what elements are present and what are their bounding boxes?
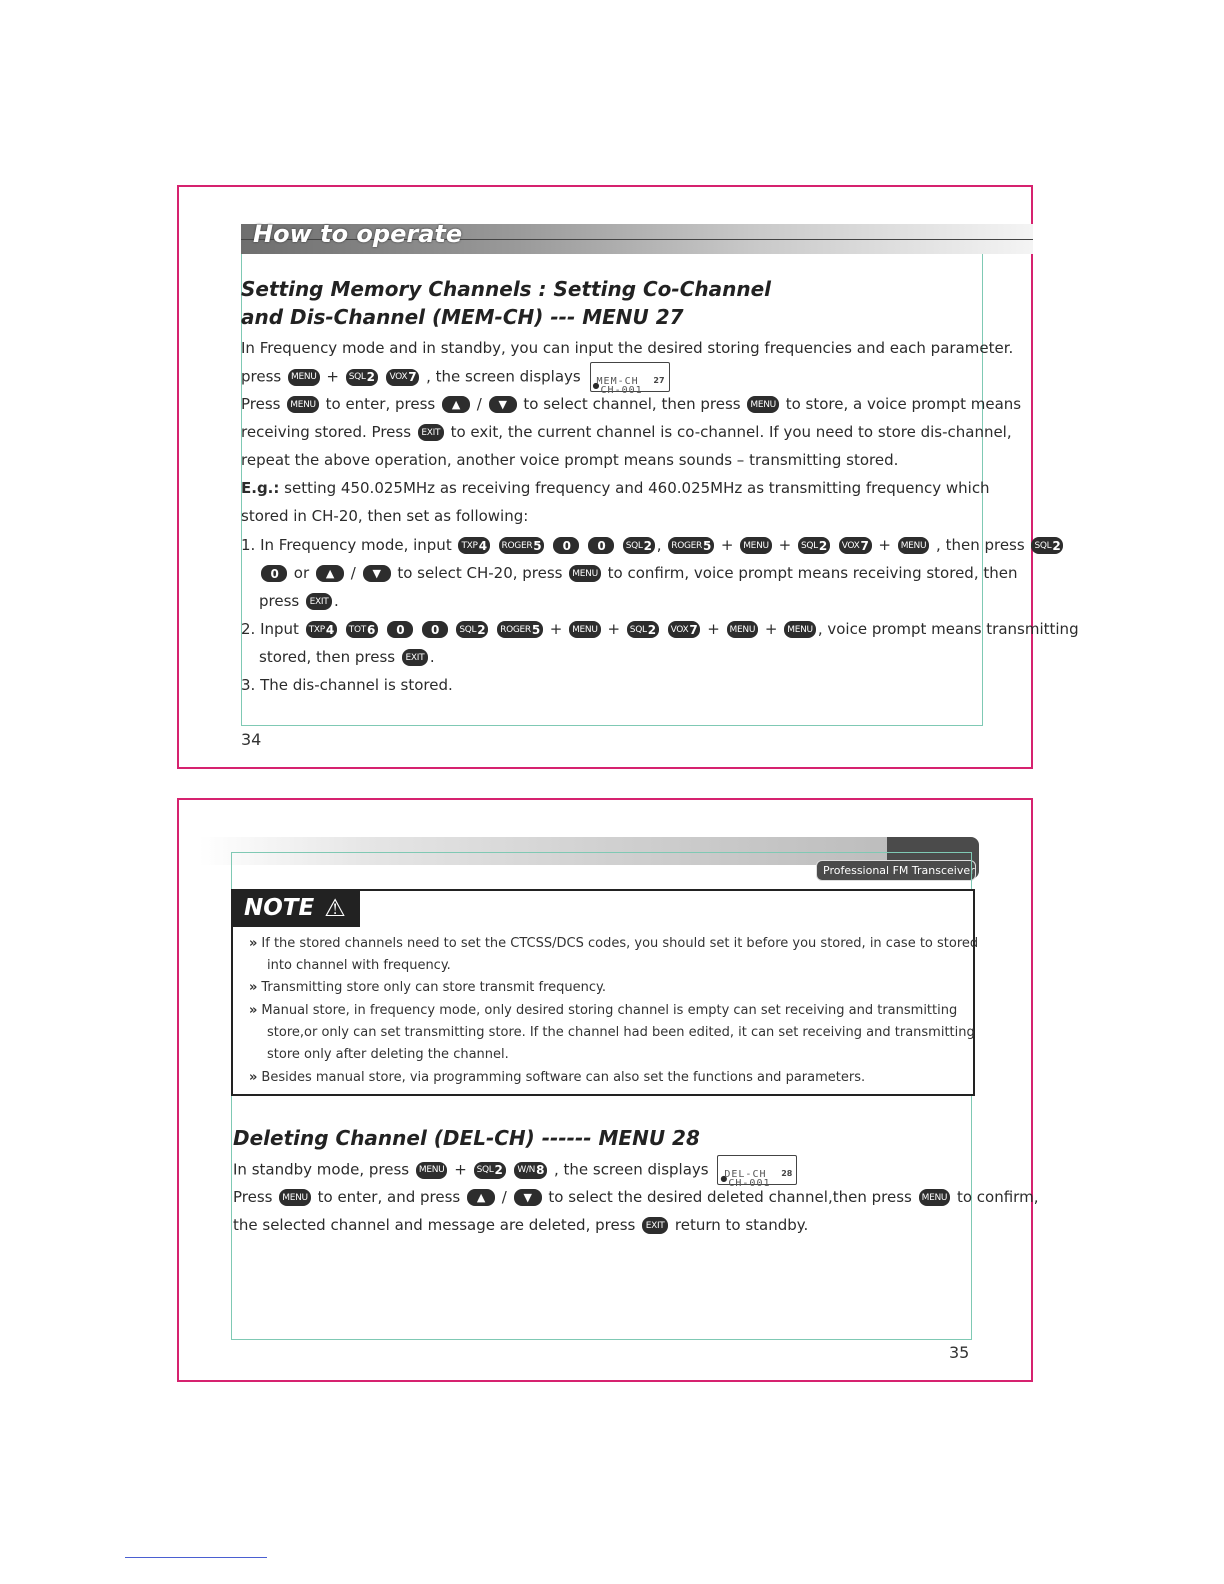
text-segment: 2 xyxy=(494,1163,503,1177)
wn-8-key-icon xyxy=(514,1162,547,1179)
sql-2-key-icon xyxy=(1031,537,1063,554)
text-segment: / xyxy=(350,564,356,582)
text-segment: MENU xyxy=(729,624,756,635)
tot-6-key-icon xyxy=(346,621,378,638)
text-segment: W/N xyxy=(517,1165,536,1175)
zero-key-icon xyxy=(588,537,614,554)
text-segment: In standby mode, press xyxy=(233,1160,410,1179)
chevron-bullet-icon: » xyxy=(249,936,258,951)
text-segment: Besides manual store, via programming software can also set the functions and parameters. xyxy=(261,1070,866,1085)
exit-key-icon: EXIT xyxy=(306,593,332,610)
vox-7-key-icon xyxy=(839,537,872,554)
sql-2-key-icon xyxy=(474,1162,506,1179)
text-segment: 7 xyxy=(860,538,869,553)
text-segment: stored, then press xyxy=(259,648,396,666)
exit-key-icon: EXIT xyxy=(642,1217,668,1234)
menu-key-icon xyxy=(288,369,320,386)
text-segment: + xyxy=(778,536,792,554)
instruction-line xyxy=(241,362,674,396)
exit-key-icon: EXIT xyxy=(418,424,444,441)
text-segment: 2 xyxy=(818,538,827,553)
text-segment: ROGER xyxy=(501,540,533,551)
plus-sign: + xyxy=(326,367,339,386)
text-segment: VOX xyxy=(670,624,689,635)
text-segment: to select CH-20, press xyxy=(397,564,563,582)
sql-2-key-icon xyxy=(627,621,659,638)
down-arrow-key-icon: ▼ xyxy=(363,565,391,582)
menu-key-icon xyxy=(569,621,601,638)
text-segment: TXP xyxy=(461,540,478,551)
section-heading-line2: and Dis-Channel (MEM-CH) --- MENU 27 xyxy=(241,305,684,329)
step-1-cont xyxy=(259,587,339,615)
text-segment: , then press xyxy=(936,536,1025,554)
text-segment: 6 xyxy=(366,622,375,637)
text-segment: Manual store, in frequency mode, only desired storing channel is empty can set receiving and transmitting xyxy=(261,1003,958,1018)
text-segment: Press xyxy=(233,1188,273,1206)
text-segment: or xyxy=(293,564,310,582)
banner-title: How to operate xyxy=(253,220,463,248)
note-item xyxy=(249,1000,957,1022)
step-3: 3. The dis-channel is stored. xyxy=(241,676,453,694)
zero-key-icon xyxy=(422,621,448,638)
text-segment: VOX xyxy=(389,372,408,382)
note-box xyxy=(231,889,979,1096)
menu-key-icon xyxy=(898,537,930,554)
page-number: 35 xyxy=(949,1343,970,1362)
text-segment: 2 xyxy=(477,622,486,637)
text-segment: , voice prompt means transmitting xyxy=(817,620,1079,638)
text-segment: to select the desired deleted channel,then press xyxy=(548,1188,912,1206)
exit-key-icon: EXIT xyxy=(402,649,428,666)
instruction-line xyxy=(233,1183,1038,1211)
instruction-line xyxy=(233,1211,808,1239)
text-segment: MENU xyxy=(572,568,598,579)
step-1 xyxy=(241,531,1065,559)
txp-4-key-icon xyxy=(306,621,337,638)
text-segment: / xyxy=(501,1188,507,1206)
step-2-cont xyxy=(259,643,435,671)
text-segment: 2 xyxy=(643,538,652,553)
roger-5-key-icon xyxy=(497,621,543,638)
manual-page-34 xyxy=(177,185,1079,769)
zero-key-icon xyxy=(553,537,579,554)
text-segment: + xyxy=(454,1160,467,1179)
text-segment: 1. In Frequency mode, input xyxy=(241,536,452,554)
text-segment: press xyxy=(259,592,300,610)
text-segment: + xyxy=(720,536,734,554)
text-segment: SQL xyxy=(625,540,643,551)
sql-2-key-icon xyxy=(798,537,830,554)
text-segment: MENU xyxy=(921,1192,948,1203)
text-segment: 4 xyxy=(478,538,487,553)
text-segment: CH-001 xyxy=(728,1178,771,1189)
text-segment: 5 xyxy=(703,538,712,553)
text-segment: to select channel, then press xyxy=(523,395,741,413)
text-segment: to confirm, xyxy=(956,1188,1039,1206)
text-segment: 2. Input xyxy=(241,620,299,638)
text-segment: to store, a voice prompt means xyxy=(785,395,1022,413)
text-segment: + xyxy=(878,536,891,554)
menu-key-icon xyxy=(287,396,319,413)
step-2 xyxy=(241,615,1079,643)
text-segment: + xyxy=(764,620,778,638)
lcd-display-icon xyxy=(717,1155,797,1189)
text-segment: to enter, press xyxy=(325,395,436,413)
text-segment: 27 xyxy=(653,376,665,385)
text-segment: 7 xyxy=(408,370,417,384)
text-segment: MENU xyxy=(282,1192,308,1203)
text-segment: + xyxy=(607,620,621,638)
text-segment: + xyxy=(549,620,563,638)
text-segment: . xyxy=(334,592,339,610)
example-label: E.g.: xyxy=(241,479,280,497)
text-segment: to enter, and press xyxy=(317,1188,461,1206)
intro-text: In Frequency mode and in standby, you can input the desired storing frequencies and each parameter. xyxy=(241,339,1014,357)
text-segment: ROGER xyxy=(500,624,531,635)
text-segment: If the stored channels need to set the CTCSS/DCS codes, you should set it before you stored, in case to stored xyxy=(261,936,979,951)
menu-key-icon xyxy=(416,1162,448,1179)
section-banner xyxy=(241,220,1033,254)
chevron-bullet-icon: » xyxy=(249,1070,258,1085)
text-segment: MENU xyxy=(418,1165,445,1175)
text-segment: ● xyxy=(720,1174,728,1183)
text-segment: CH-001 xyxy=(600,385,643,396)
step-1-cont xyxy=(259,559,1017,587)
text-segment: 8 xyxy=(536,1163,545,1177)
text-segment: MENU xyxy=(750,399,776,410)
sql-2-key-icon xyxy=(623,537,655,554)
text-segment: 0 xyxy=(270,566,279,581)
text-segment: MENU xyxy=(572,624,598,635)
up-arrow-key-icon: ▲ xyxy=(467,1189,495,1206)
text-segment: SQL xyxy=(629,624,647,635)
text-segment: MENU xyxy=(291,372,317,382)
note-title: NOTE ⚠ xyxy=(232,890,360,927)
up-arrow-key-icon: ▲ xyxy=(442,396,470,413)
menu-key-icon xyxy=(727,621,759,638)
warning-icon: ⚠ xyxy=(324,894,346,922)
zero-key-icon xyxy=(387,621,413,638)
instruction-line xyxy=(241,390,1021,418)
text-segment: 5 xyxy=(533,538,542,553)
note-item-cont: into channel with frequency. xyxy=(267,958,451,973)
text-segment: , xyxy=(656,536,662,554)
text: press xyxy=(241,367,282,386)
text-segment: MENU xyxy=(787,624,813,635)
text-segment: 0 xyxy=(396,622,405,637)
text-segment: , the screen displays xyxy=(553,1160,709,1179)
text-segment: to confirm, voice prompt means receiving stored, then xyxy=(607,564,1018,582)
text-segment: 0 xyxy=(562,538,571,553)
text-segment: 2 xyxy=(366,370,375,384)
text-segment: MENU xyxy=(743,540,769,551)
text-segment: the selected channel and message are deleted, press xyxy=(233,1216,636,1234)
example-line xyxy=(241,474,990,502)
brand-label: Professional FM Transceiver xyxy=(816,860,976,881)
text-segment: Transmitting store only can store transmit frequency. xyxy=(261,980,607,995)
text-segment: to exit, the current channel is co-channel. If you need to store dis-channel, xyxy=(450,423,1012,441)
note-item xyxy=(249,1067,865,1089)
menu-key-icon xyxy=(784,621,816,638)
instruction-line: repeat the above operation, another voice prompt means sounds – transmitting stored. xyxy=(241,451,899,469)
text-segment: ● xyxy=(592,381,600,390)
text-segment: 4 xyxy=(325,622,334,637)
text-segment: 28 xyxy=(781,1169,793,1178)
vox-7-key-icon xyxy=(386,369,419,386)
text-segment: MEM-CH xyxy=(596,376,639,387)
text-segment: TOT xyxy=(348,624,366,635)
down-arrow-key-icon: ▼ xyxy=(489,396,517,413)
text-segment: + xyxy=(707,620,720,638)
text-segment: 7 xyxy=(689,622,698,637)
text-segment: 2 xyxy=(1052,538,1061,553)
txp-4-key-icon xyxy=(458,537,489,554)
menu-key-icon xyxy=(279,1189,311,1206)
text-segment: MENU xyxy=(290,399,316,410)
vox-7-key-icon xyxy=(668,621,701,638)
text-segment: SQL xyxy=(476,1165,494,1175)
text-segment: Press xyxy=(241,395,281,413)
text-segment: TXP xyxy=(308,624,325,635)
chevron-bullet-icon: » xyxy=(249,1003,258,1018)
menu-key-icon xyxy=(740,537,772,554)
text-segment: DEL-CH xyxy=(724,1169,767,1180)
text-segment: 2 xyxy=(647,622,656,637)
sql-2-key-icon xyxy=(456,621,488,638)
text-segment: ROGER xyxy=(671,540,703,551)
text: , the screen displays xyxy=(426,367,581,386)
text-segment: receiving stored. Press xyxy=(241,423,412,441)
text-segment: SQL xyxy=(459,624,477,635)
text-segment: 0 xyxy=(431,622,440,637)
text-segment: / xyxy=(476,395,482,413)
section-heading: Deleting Channel (DEL-CH) ------ MENU 28 xyxy=(233,1126,700,1150)
note-item-cont: store,or only can set transmitting store. If the channel had been edited, it can set receiving and transmitting xyxy=(267,1025,975,1040)
text-segment: 5 xyxy=(531,622,540,637)
text-segment: return to standby. xyxy=(674,1216,809,1234)
text-segment: setting 450.025MHz as receiving frequency and 460.025MHz as transmitting frequency which xyxy=(279,479,990,497)
text-segment: MENU xyxy=(900,540,927,551)
text-segment: 0 xyxy=(597,538,606,553)
instruction-line xyxy=(233,1155,801,1189)
menu-key-icon xyxy=(919,1189,951,1206)
text-segment: SQL xyxy=(800,540,818,551)
chevron-bullet-icon: » xyxy=(249,980,258,995)
header-gradient xyxy=(199,837,889,865)
roger-5-key-icon xyxy=(668,537,714,554)
text-segment: SQL xyxy=(1034,540,1052,551)
note-item xyxy=(249,977,606,999)
text-segment: SQL xyxy=(348,372,366,382)
sql-2-key-icon xyxy=(346,369,378,386)
menu-key-icon xyxy=(747,396,779,413)
roger-5-key-icon xyxy=(499,537,545,554)
zero-key-icon xyxy=(261,565,287,582)
up-arrow-key-icon: ▲ xyxy=(316,565,344,582)
text-segment: . xyxy=(429,648,435,666)
note-item xyxy=(249,933,978,955)
section-heading-line1: Setting Memory Channels : Setting Co-Channel xyxy=(241,277,771,301)
instruction-line xyxy=(241,418,1012,446)
down-arrow-key-icon: ▼ xyxy=(514,1189,542,1206)
manual-page-35 xyxy=(177,798,1039,1382)
note-item-cont: store only after deleting the channel. xyxy=(267,1047,509,1062)
lcd-display-icon xyxy=(590,362,670,396)
example-line: stored in CH-20, then set as following: xyxy=(241,507,529,525)
page-number: 34 xyxy=(241,730,262,749)
text-segment: VOX xyxy=(841,540,860,551)
footnote-rule xyxy=(125,1557,267,1558)
menu-key-icon xyxy=(569,565,601,582)
